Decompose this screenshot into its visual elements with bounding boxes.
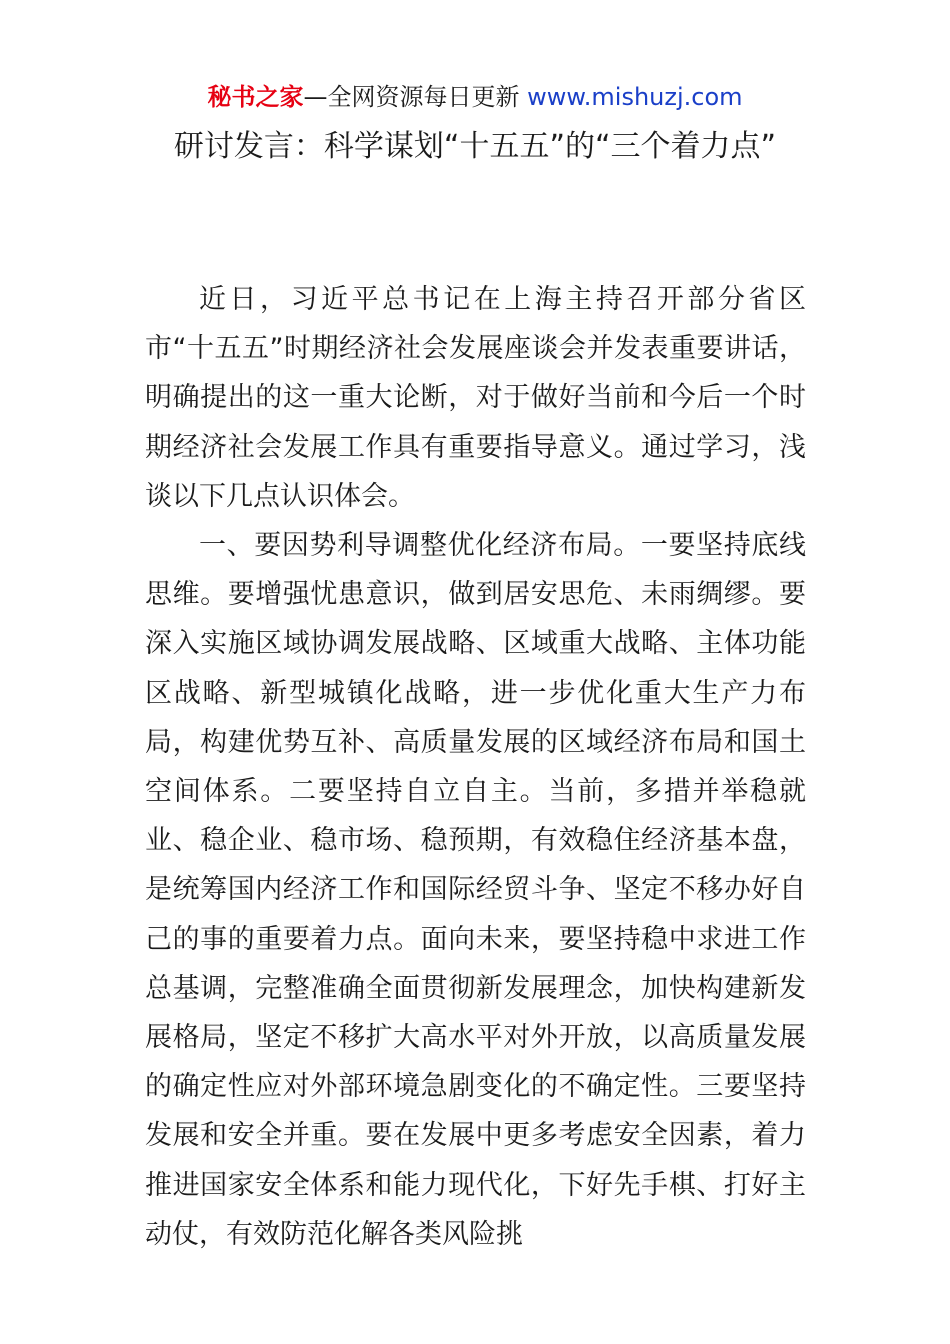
site-url-link[interactable]: www.mishuzj.com xyxy=(527,83,743,111)
body-paragraph-intro: 近日，习近平总书记在上海主持召开部分省区市“十五五”时期经济社会发展座谈会并发表重要讲话，明确提出的这一重大论断，对于做好当前和今后一个时期经济社会发展工作具有重要指导意义。通过学习，浅谈以下几点认识体会。 xyxy=(145,284,806,512)
site-brand: 秘书之家 xyxy=(207,83,304,111)
document-title: 研讨发言：科学谋划“十五五”的“三个着力点” xyxy=(173,129,777,164)
site-header xyxy=(0,80,950,114)
document-body xyxy=(145,275,806,1259)
body-paragraph-section-one: 一、要因势利导调整优化经济布局。一要坚持底线思维。要增强忧患意识，做到居安思危、未雨绸缪。要深入实施区域协调发展战略、区域重大战略、主体功能区战略、新型城镇化战略，进一步优化重大生产力布局，构建优势互补、高质量发展的区域经济布局和国土空间体系。二要坚持自立自主。当前，多措并举稳就业、稳企业、稳市场、稳预期，有效稳住经济基本盘，是统筹国内经济工作和国际经贸斗争、坚定不移办好自己的事的重要着力点。面向未来，要坚持稳中求进工作总基调，完整准确全面贯彻新发展理念，加快构建新发展格局，坚定不移扩大高水平对外开放，以高质量发展的确定性应对外部环境急剧变化的不确定性。三要坚持发展和安全并重。要在发展中更多考虑安全因素，着力推进国家安全体系和能力现代化，下好先手棋、打好主动仗，有效防范化解各类风险挑 xyxy=(145,530,806,1250)
site-tagline: —全网资源每日更新 xyxy=(303,83,520,111)
